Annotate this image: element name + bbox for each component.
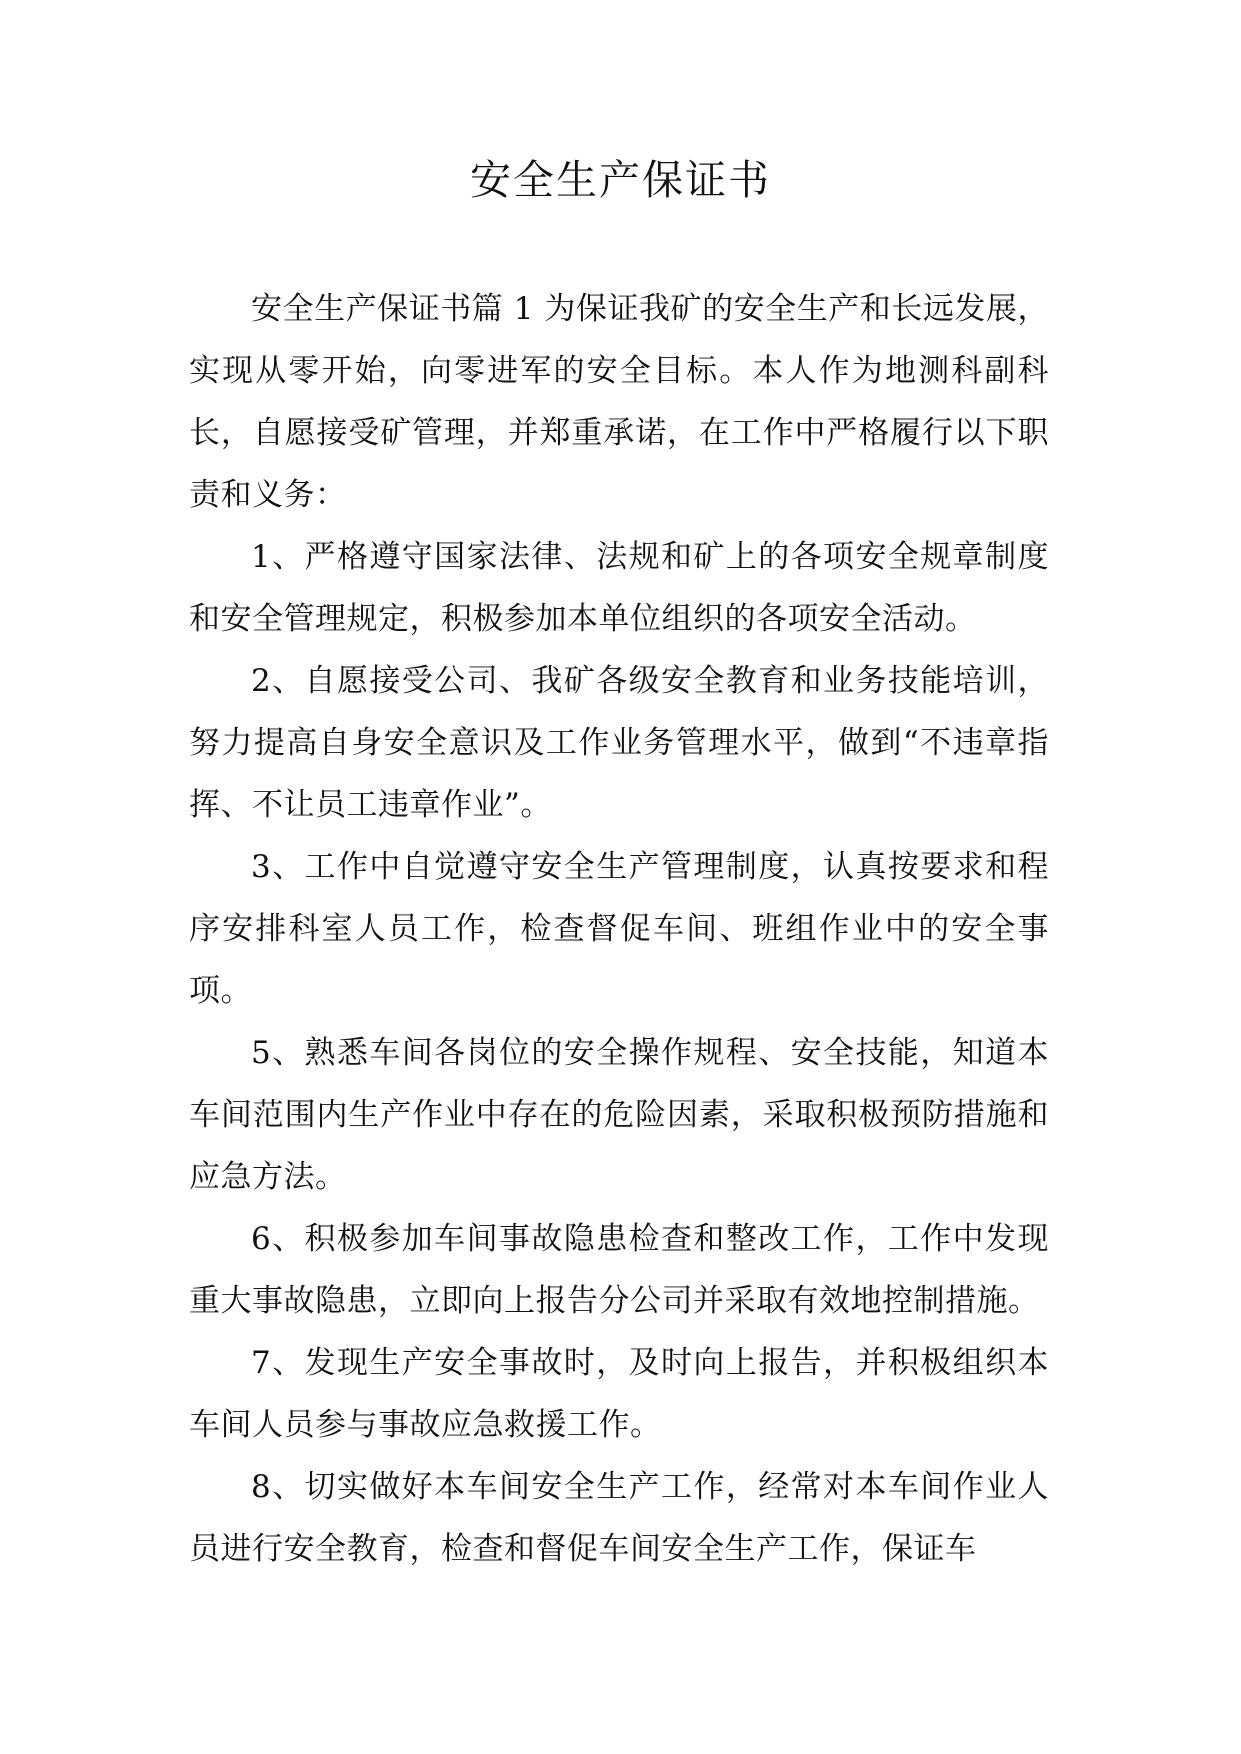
paragraph-item-5: 5、熟悉车间各岗位的安全操作规程、安全技能，知道本车间范围内生产作业中存在的危险因素，采取积极预防措施和应急方法。	[189, 1035, 1049, 1195]
paragraph-item-7: 7、发现生产安全事故时，及时向上报告，并积极组织本车间人员参与事故应急救援工作。	[189, 1345, 1049, 1443]
paragraph-item-3: 3、工作中自觉遵守安全生产管理制度，认真按要求和程序安排科室人员工作，检查督促车间、班组作业中的安全事项。	[189, 849, 1049, 1009]
paragraph-item-6: 6、积极参加车间事故隐患检查和整改工作，工作中发现重大事故隐患，立即向上报告分公司并采取有效地控制措施。	[189, 1221, 1049, 1319]
document-body	[189, 278, 1049, 1580]
document-title: 安全生产保证书	[470, 156, 771, 204]
paragraph-item-2: 2、自愿接受公司、我矿各级安全教育和业务技能培训，努力提高自身安全意识及工作业务管理水平，做到“不违章指挥、不让员工违章作业”。	[189, 663, 1049, 823]
paragraph-intro: 安全生产保证书篇 1 为保证我矿的安全生产和长远发展，实现从零开始，向零进军的安全目标。本人作为地测科副科长，自愿接受矿管理，并郑重承诺，在工作中严格履行以下职责和义务：	[189, 291, 1049, 513]
paragraph-item-1: 1、严格遵守国家法律、法规和矿上的各项安全规章制度和安全管理规定，积极参加本单位组织的各项安全活动。	[189, 539, 1049, 637]
paragraph-item-8: 8、切实做好本车间安全生产工作，经常对本车间作业人员进行安全教育，检查和督促车间安全生产工作，保证车	[189, 1469, 1049, 1567]
